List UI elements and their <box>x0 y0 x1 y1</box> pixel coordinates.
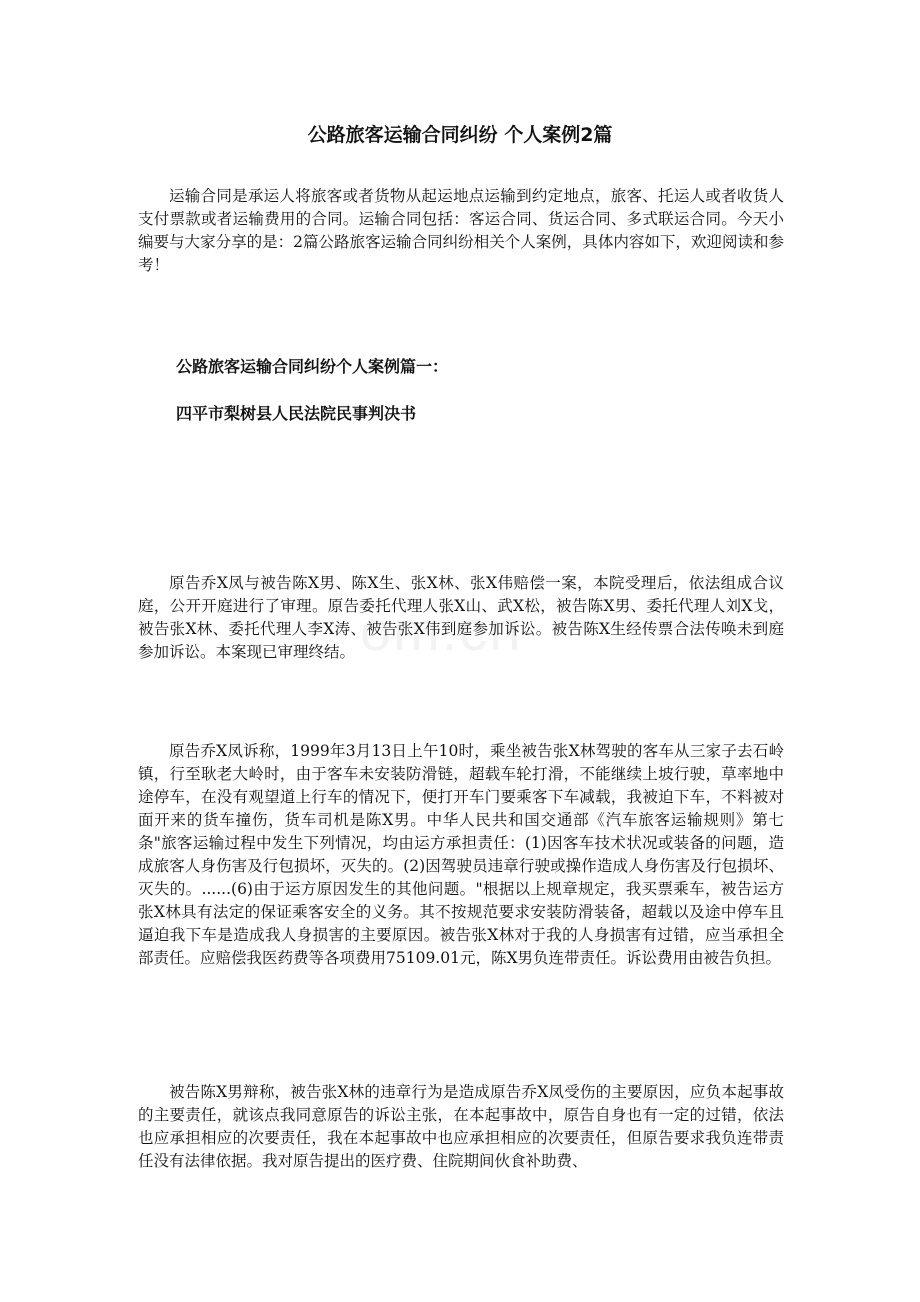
document-title: 公路旅客运输合同纠纷 个人案例2篇 <box>307 124 613 146</box>
watermark: om.cn <box>360 599 523 662</box>
body-paragraph: 被告陈X男辩称，被告张X林的违章行为是造成原告乔X凤受伤的主要原因，应负本起事故的主要责任，就该点我同意原告的诉讼主张，在本起事故中，原告自身也有一定的过错，依法也应承担相应的次要责任，我在本起事故中也应承担相应的次要责任，但原告要求我负连带责任没有法律依据。我对原告提出的医疗费、住院期间伙食补助费、 <box>138 1083 784 1170</box>
body-paragraph: 原告乔X凤与被告陈X男、陈X生、张X林、张X伟赔偿一案，本院受理后，依法组成合议庭，公开开庭进行了审理。原告委托代理人张X山、武X松，被告陈X男、委托代理人刘X戈，被告张X林、委托代理人李X涛、被告张X伟到庭参加诉讼。被告陈X生经传票合法传唤未到庭参加诉讼。本案现已审理终结。 <box>138 574 784 661</box>
section-heading: 公路旅客运输合同纠纷个人案例篇一： <box>176 357 449 376</box>
court-judgment-heading: 四平市梨树县人民法院民事判决书 <box>176 404 417 423</box>
intro-paragraph: 运输合同是承运人将旅客或者货物从起运地点运输到约定地点，旅客、托运人或者收货人支付票款或者运输费用的合同。运输合同包括：客运合同、货运合同、多式联运合同。今天小编要与大家分享的是：2篇公路旅客运输合同纠纷相关个人案例，具体内容如下，欢迎阅读和参考！ <box>138 187 784 274</box>
body-paragraph: 原告乔X凤诉称，1999年3月13日上午10时，乘坐被告张X林驾驶的客车从三家子去石岭镇，行至耿老大岭时，由于客车未安装防滑链，超载车轮打滑，不能继续上坡行驶，草率地中途停车，在没有观望道上行车的情况下，便打开车门要乘客下车减载，我被迫下车，不料被对面开来的货车撞伤，货车司机是陈X男。中华人民共和国交通部《汽车旅客运输规则》第七条"旅客运输过程中发生下列情况，均由运方承担责任：(1)因客车技术状况或装备的问题，造成旅客人身伤害及行包损坏，灭失的。(2)因驾驶员违章行驶或操作造成人身伤害及行包损坏、灭失的。......(6)由于运方原因发生的其他问题。"根据以上规章规定，我买票乘车，被告运方张X林具有法定的保证乘客安全的义务。其不按规范要求安装防滑装备，超载以及途中停车且逼迫我下车是造成我人身损害的主要原因。被告张X林对于我的人身损害有过错，应当承担全部责任。应赔偿我医药费等各项费用75109.01元，陈X男负连带责任。诉讼费用由被告负担。 <box>138 742 784 967</box>
